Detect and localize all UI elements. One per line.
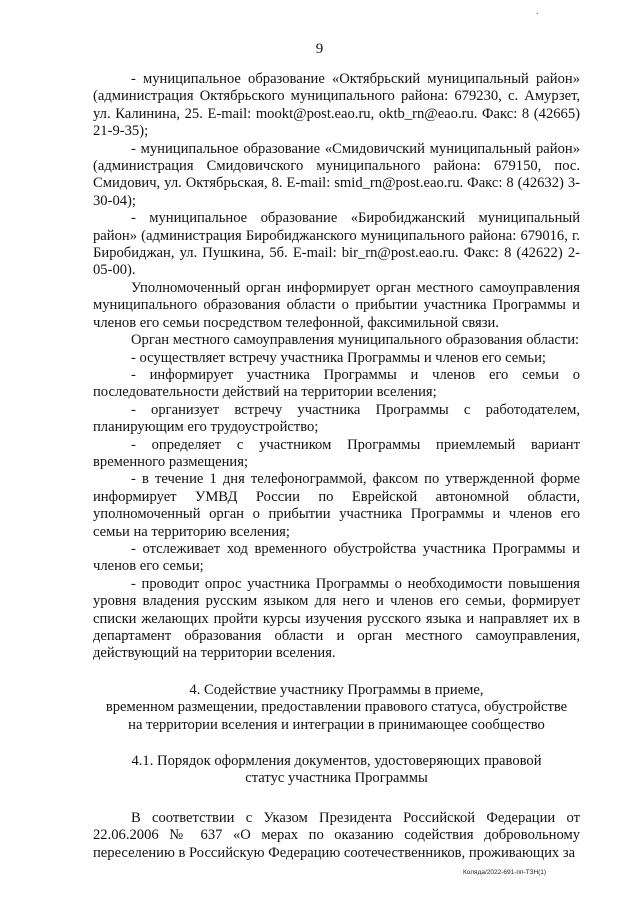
paragraph-birobidzhansky: - муниципальное образование «Биробиджанский муниципальный район» (администрация Биробиджанского муниципального района: 679016, г. Биробиджан, ул. Пушкина, 5б. E-mail: bir_rn@post.eao.ru. Факс: 8 (42622) 2-05-00).: [93, 210, 580, 279]
section-heading-line: 4. Содействие участнику Программы в приеме,: [189, 681, 484, 698]
list-item-telephonogram: - в течение 1 дня телефонограммой, факсом по утвержденной форме информирует УМВД России по Еврейской автономной области, уполномоченный орган о прибытии участника Программы и членов его семьи на территорию вселения;: [93, 471, 580, 540]
section-heading: [93, 682, 580, 734]
section-heading-line: на территории вселения и интеграции в принимающее сообщество: [128, 716, 545, 733]
footer-code: Коляда/2022-691-пп-ТЗН(1): [463, 869, 547, 876]
document-body: [93, 71, 580, 862]
paragraph-smidovichsky: - муниципальное образование «Смидовичский муниципальный район» (администрация Смидовичского муниципального района: 679150, пос. Смидович, ул. Октябрьская, 8. E-mail: smid_rn@post.eao.ru. Факс: 8 (42632) 3-30-04);: [93, 140, 580, 209]
paragraph-local-authority: Орган местного самоуправления муниципального образования области:: [131, 332, 580, 349]
list-item-survey: - проводит опрос участника Программы о необходимости повышения уровня владения русским языком для него и членов его семьи, формирует списки желающих пройти курсы изучения русского языка и направляет их в департамент образования области и орган местного самоуправления, действующий на территории вселения.: [93, 575, 580, 662]
top-dot: .: [536, 6, 539, 17]
list-item-meeting: - осуществляет встречу участника Программы и членов его семьи;: [131, 349, 546, 366]
list-item-informs: - информирует участника Программы и членов его семьи о последовательности действий на территории вселения;: [93, 366, 580, 401]
list-item-employer: - организует встречу участника Программы с работодателем, планирующим его трудоустройство;: [93, 401, 580, 436]
subsection-heading: [93, 753, 580, 788]
paragraph-authorized-body: Уполномоченный орган информирует орган местного самоуправления муниципального образования области о прибытии участника Программы и членов его семьи посредством телефонной, факсимильной связи.: [93, 279, 580, 331]
paragraph-oktyabrsky: - муниципальное образование «Октябрьский муниципальный район» (администрация Октябрьского муниципального района: 679230, с. Амурзет, ул. Калинина, 25. E-mail: mookt@post.eao.ru, oktb_rn@eao.ru. Факс: 8 (42665) 21-9-35);: [93, 71, 580, 140]
paragraph-presidential-decree: В соответствии с Указом Президента Российской Федерации от 22.06.2006 № 637 «О мерах по оказанию содействия добровольному переселению в Российскую Федерацию соотечественников, проживающих за: [93, 809, 580, 861]
subsection-heading-line: 4.1. Порядок оформления документов, удостоверяющих правовой: [131, 753, 542, 770]
list-item-tracking: - отслеживает ход временного обустройства участника Программы и членов его семьи;: [93, 540, 580, 575]
list-item-accommodation: - определяет с участником Программы приемлемый вариант временного размещения;: [93, 436, 580, 470]
page-number: 9: [315, 41, 324, 57]
subsection-heading-line: статус участника Программы: [245, 770, 428, 787]
section-heading-line: временном размещении, предоставлении правового статуса, обустройстве: [105, 699, 568, 716]
